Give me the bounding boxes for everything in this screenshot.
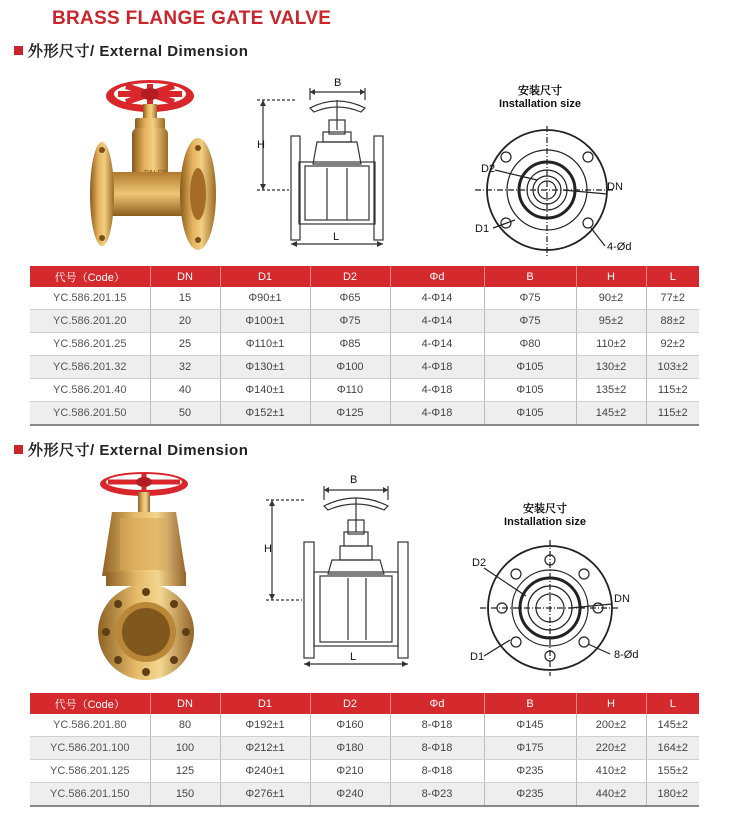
- table-cell: 50: [150, 402, 220, 426]
- table-body: [30, 714, 699, 806]
- column-header: DN: [150, 693, 220, 714]
- table-cell: Φ192±1: [220, 714, 310, 737]
- table-cell: 90±2: [576, 287, 646, 310]
- section-heading-1: [14, 40, 248, 61]
- table-cell: Φ235: [484, 783, 576, 807]
- svg-text:L: L: [333, 231, 340, 243]
- table-cell: 145±2: [646, 714, 699, 737]
- table-row: [30, 783, 699, 807]
- table-cell: Φ110: [310, 379, 390, 402]
- table-cell: Φ175: [484, 737, 576, 760]
- table-cell: 145±2: [576, 402, 646, 426]
- table-body: [30, 287, 699, 425]
- table-cell: 8-Φ18: [390, 714, 484, 737]
- table-header-row: [30, 266, 699, 287]
- column-header: B: [484, 266, 576, 287]
- table-cell: 8-Φ18: [390, 760, 484, 783]
- table-cell: 115±2: [646, 402, 699, 426]
- table-row: [30, 379, 699, 402]
- table-cell: Φ75: [484, 287, 576, 310]
- table-cell: 200±2: [576, 714, 646, 737]
- table-cell: Φ276±1: [220, 783, 310, 807]
- table-row: [30, 402, 699, 426]
- table-cell: 4-Φ18: [390, 379, 484, 402]
- table-cell: YC.586.201.100: [30, 737, 150, 760]
- svg-text:DN: DN: [614, 593, 630, 605]
- svg-text:4-Ød: 4-Ød: [607, 241, 632, 253]
- table-cell: YC.586.201.32: [30, 356, 150, 379]
- valve-photo-large: [90, 466, 224, 682]
- table-cell: 80: [150, 714, 220, 737]
- column-header: 代号（Code）: [30, 693, 150, 714]
- table-cell: Φ212±1: [220, 737, 310, 760]
- table-cell: 155±2: [646, 760, 699, 783]
- column-header: L: [646, 693, 699, 714]
- table-row: [30, 760, 699, 783]
- table-cell: Φ75: [310, 310, 390, 333]
- table-cell: YC.586.201.125: [30, 760, 150, 783]
- svg-text:L: L: [350, 651, 357, 663]
- table-cell: 130±2: [576, 356, 646, 379]
- column-header: D1: [220, 693, 310, 714]
- table-cell: Φ80: [484, 333, 576, 356]
- column-header: B: [484, 693, 576, 714]
- svg-text:B: B: [350, 474, 358, 486]
- table-cell: 92±2: [646, 333, 699, 356]
- column-header: Φd: [390, 266, 484, 287]
- table-cell: 125: [150, 760, 220, 783]
- table-row: [30, 356, 699, 379]
- install-label-cn: 安装尺寸: [523, 503, 567, 515]
- column-header: L: [646, 266, 699, 287]
- section-heading-2: [14, 439, 248, 460]
- install-label-en: Installation size: [499, 98, 581, 110]
- table-cell: Φ105: [484, 402, 576, 426]
- table-cell: Φ90±1: [220, 287, 310, 310]
- table-cell: 4-Φ18: [390, 356, 484, 379]
- column-header: D1: [220, 266, 310, 287]
- table-cell: YC.586.201.50: [30, 402, 150, 426]
- table-cell: 103±2: [646, 356, 699, 379]
- column-header: D2: [310, 693, 390, 714]
- table-cell: Φ210: [310, 760, 390, 783]
- table-cell: 20: [150, 310, 220, 333]
- table-cell: YC.586.201.80: [30, 714, 150, 737]
- table-cell: 100: [150, 737, 220, 760]
- table-row: [30, 287, 699, 310]
- table-cell: Φ140±1: [220, 379, 310, 402]
- table-cell: Φ65: [310, 287, 390, 310]
- valve-dimension-drawing-2: [262, 470, 417, 676]
- valve-photo-small: [88, 68, 220, 256]
- column-header: D2: [310, 266, 390, 287]
- table-cell: 180±2: [646, 783, 699, 807]
- table-cell: 15: [150, 287, 220, 310]
- flange-left: [90, 142, 114, 246]
- section-heading-text: 外形尺寸/ External Dimension: [28, 442, 249, 459]
- table-row: [30, 737, 699, 760]
- installation-size-1: [475, 82, 675, 263]
- column-header: Φd: [390, 693, 484, 714]
- table-cell: 164±2: [646, 737, 699, 760]
- install-label-cn: 安装尺寸: [518, 85, 562, 97]
- table-cell: 95±2: [576, 310, 646, 333]
- table-cell: Φ105: [484, 356, 576, 379]
- svg-text:D1: D1: [475, 223, 490, 235]
- table-cell: Φ85: [310, 333, 390, 356]
- flange-face-drawing-1: [475, 110, 675, 258]
- table-cell: 440±2: [576, 783, 646, 807]
- spec-table-2: [30, 693, 699, 807]
- svg-text:8-Ød: 8-Ød: [614, 649, 639, 661]
- column-header: H: [576, 693, 646, 714]
- svg-text:D2: D2: [472, 557, 487, 569]
- table-cell: YC.586.201.150: [30, 783, 150, 807]
- page-title: BRASS FLANGE GATE VALVE: [52, 8, 332, 29]
- table-cell: Φ235: [484, 760, 576, 783]
- svg-text:H: H: [264, 543, 272, 555]
- table-cell: 150: [150, 783, 220, 807]
- table-cell: YC.586.201.40: [30, 379, 150, 402]
- table-row: [30, 714, 699, 737]
- svg-text:D1: D1: [470, 651, 485, 663]
- table-cell: 25: [150, 333, 220, 356]
- table-cell: YC.586.201.25: [30, 333, 150, 356]
- column-header: DN: [150, 266, 220, 287]
- table-cell: 4-Φ14: [390, 287, 484, 310]
- table-cell: 4-Φ14: [390, 310, 484, 333]
- table-cell: Φ130±1: [220, 356, 310, 379]
- table-cell: YC.586.201.20: [30, 310, 150, 333]
- table-cell: 40: [150, 379, 220, 402]
- flange-face-drawing-2: [470, 528, 670, 678]
- table-cell: 4-Φ14: [390, 333, 484, 356]
- section-heading-text: 外形尺寸/ External Dimension: [28, 43, 249, 60]
- table-cell: Φ105: [484, 379, 576, 402]
- table-cell: Φ100±1: [220, 310, 310, 333]
- table-header-row: [30, 693, 699, 714]
- table-cell: 77±2: [646, 287, 699, 310]
- table-cell: 115±2: [646, 379, 699, 402]
- svg-text:DN: DN: [607, 181, 623, 193]
- table-cell: Φ100: [310, 356, 390, 379]
- table-cell: YC.586.201.15: [30, 287, 150, 310]
- section-bullet-icon: [14, 445, 23, 454]
- table-cell: 110±2: [576, 333, 646, 356]
- table-cell: Φ145: [484, 714, 576, 737]
- table-cell: Φ180: [310, 737, 390, 760]
- installation-size-2: [470, 500, 670, 683]
- valve-dimension-drawing-1: [255, 74, 400, 252]
- table-cell: 410±2: [576, 760, 646, 783]
- column-header: 代号（Code）: [30, 266, 150, 287]
- table-cell: 8-Φ18: [390, 737, 484, 760]
- table-cell: 8-Φ23: [390, 783, 484, 807]
- table-cell: 32: [150, 356, 220, 379]
- table-cell: 4-Φ18: [390, 402, 484, 426]
- table-cell: Φ110±1: [220, 333, 310, 356]
- table-cell: 135±2: [576, 379, 646, 402]
- table-cell: 220±2: [576, 737, 646, 760]
- table-cell: Φ152±1: [220, 402, 310, 426]
- install-label-en: Installation size: [504, 516, 586, 528]
- table-cell: Φ125: [310, 402, 390, 426]
- section-bullet-icon: [14, 46, 23, 55]
- table-cell: Φ240: [310, 783, 390, 807]
- table-cell: Φ75: [484, 310, 576, 333]
- svg-text:B: B: [334, 77, 342, 89]
- table-cell: 88±2: [646, 310, 699, 333]
- table-cell: Φ160: [310, 714, 390, 737]
- table-row: [30, 333, 699, 356]
- column-header: H: [576, 266, 646, 287]
- spec-table-1: [30, 266, 699, 426]
- table-cell: Φ240±1: [220, 760, 310, 783]
- table-row: [30, 310, 699, 333]
- svg-text:D2: D2: [481, 163, 496, 175]
- svg-text:H: H: [257, 139, 265, 151]
